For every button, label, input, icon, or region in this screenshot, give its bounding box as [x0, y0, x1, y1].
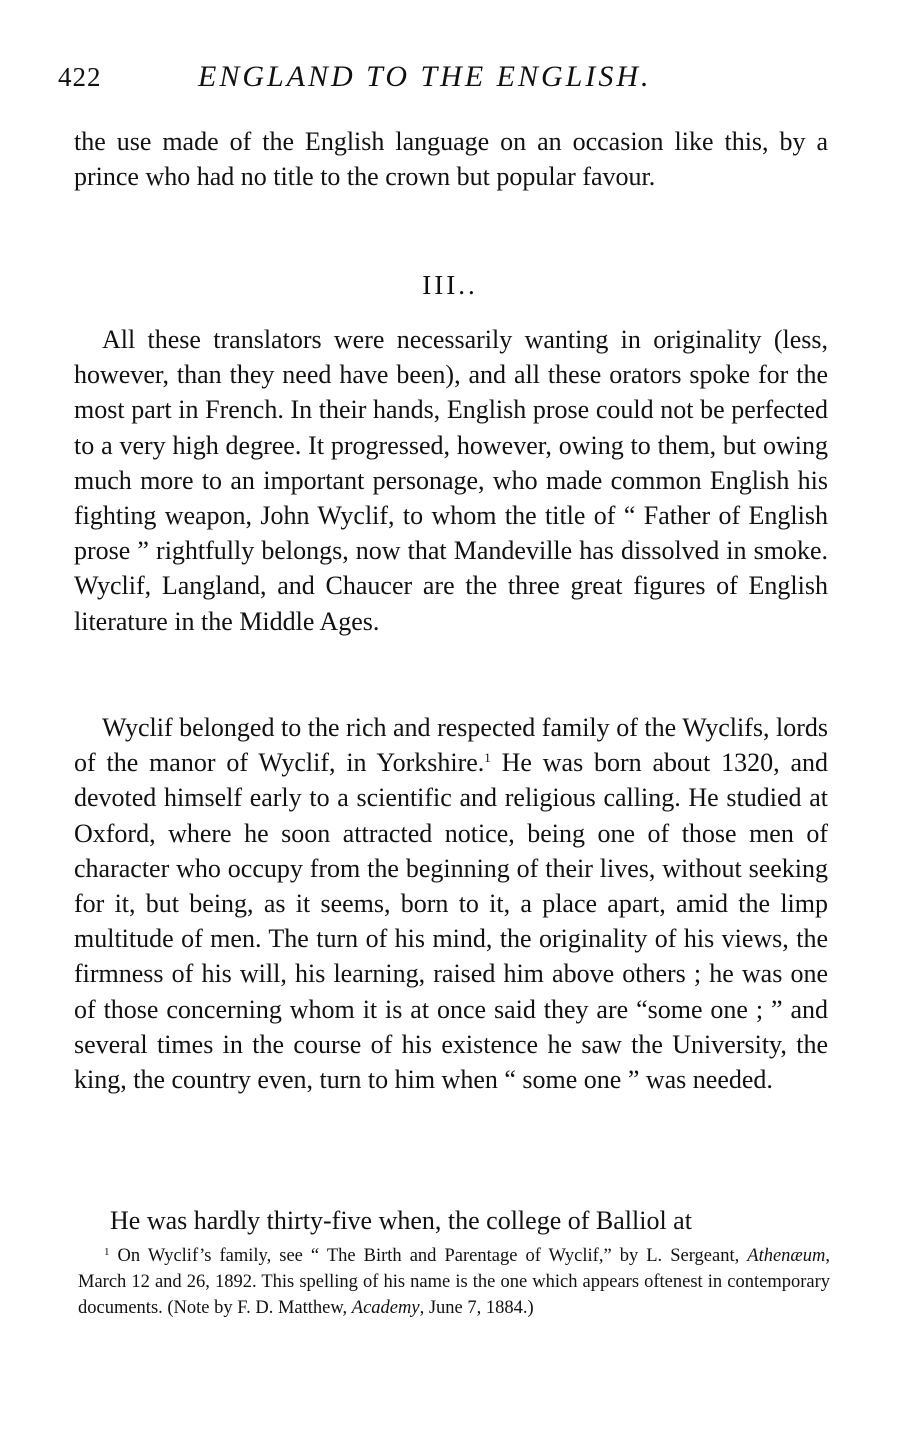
section-heading: III..	[422, 270, 478, 300]
paragraph-wyclif-family	[74, 710, 828, 1097]
running-head	[58, 62, 828, 102]
paragraph-translators: All these translators were necessarily wanting in originality (less, however, than they need have been), and all these orators spoke for the most part in French. In their hands, English prose could not be perfected to a very high degree. It progressed, however, owing to them, but owing much more to an important personage, who made common English his fighting weapon, John Wyclif, to whom the title of “ Father of English prose ” rightfully belongs, now that Mandeville has dissolved in smoke. Wyclif, Langland, and Chaucer are the three great figures of English literature in the Middle Ages.	[74, 325, 828, 636]
paragraph-text-before-note: Wyclif belonged to the rich and respected family of the Wyclifs, lords of the manor of Wyclif, in Yorkshire.	[74, 713, 828, 778]
footnote-text-1: On Wyclif’s family, see “ The Birth and Parentage of Wyclif,” by L. Sergeant,	[109, 1246, 748, 1266]
paragraph-balliol: He was hardly thirty-five when, the college of Balliol at	[110, 1206, 692, 1235]
footnote-reference[interactable]: 1	[484, 750, 491, 766]
page-number: 422	[58, 62, 102, 92]
footnote-journal-athenaeum: Athenæum	[747, 1246, 826, 1266]
footnote-marker: 1	[104, 1246, 110, 1258]
running-title: ENGLAND TO THE ENGLISH.	[198, 60, 652, 93]
footnote-text-2: , March 12 and 26, 1892. This spelling of his name is the one which appears oftenest in contemporary documents. (Note by F. D. Matthew,	[78, 1246, 830, 1318]
footnote-text-3: , June 7, 1884.)	[419, 1298, 534, 1318]
footnote-journal-academy: Academy	[351, 1298, 420, 1318]
footnote	[78, 1243, 830, 1321]
paragraph-continuation: the use made of the English language on an occasion like this, by a prince who had no title to the crown but popular favour.	[74, 127, 828, 192]
paragraph-text-after-note: He was born about 1320, and devoted himself early to a scientific and religious calling. He studied at Oxford, where he soon attracted notice, being one of those men of character who occupy from the beginning of their lives, without seeking for it, but being, as it seems, born to it, a place apart, amid the limp multitude of men. The turn of his mind, the originality of his views, the firmness of his will, his learning, raised him above others ; he was one of those concerning whom it is at once said they are “some one ; ” and several times in the course of his existence he saw the University, the king, the country even, turn to him when “ some one ” was needed.	[74, 748, 828, 1095]
